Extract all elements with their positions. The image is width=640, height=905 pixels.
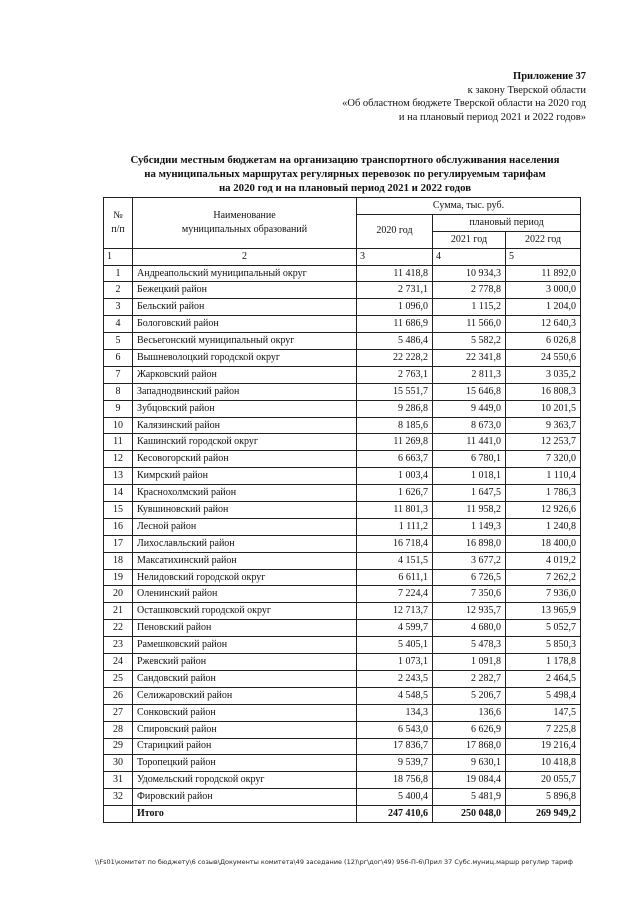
table-row xyxy=(104,721,581,738)
table-row xyxy=(104,350,581,367)
appendix-header xyxy=(342,70,586,124)
amount-2020: 6 611,1 xyxy=(357,569,433,586)
amount-2021: 3 677,2 xyxy=(433,552,506,569)
amount-2021: 2 778,8 xyxy=(433,282,506,299)
table-row xyxy=(104,586,581,603)
amount-2020: 5 486,4 xyxy=(357,333,433,350)
amount-2022: 10 201,5 xyxy=(506,400,581,417)
row-number: 18 xyxy=(104,552,133,569)
amount-2021: 4 680,0 xyxy=(433,620,506,637)
row-number: 17 xyxy=(104,535,133,552)
table-row xyxy=(104,485,581,502)
table-row xyxy=(104,299,581,316)
table-row xyxy=(104,400,581,417)
amount-2020: 4 599,7 xyxy=(357,620,433,637)
amount-2021: 16 898,0 xyxy=(433,535,506,552)
amount-2022: 5 896,8 xyxy=(506,789,581,806)
amount-2021: 11 566,0 xyxy=(433,316,506,333)
total-2022: 269 949,2 xyxy=(506,806,581,823)
municipality-name: Максатихинский район xyxy=(133,552,357,569)
amount-2020: 22 228,2 xyxy=(357,350,433,367)
table-row xyxy=(104,620,581,637)
row-number: 28 xyxy=(104,721,133,738)
row-number: 5 xyxy=(104,333,133,350)
amount-2021: 22 341,8 xyxy=(433,350,506,367)
amount-2021: 1 091,8 xyxy=(433,654,506,671)
municipality-name: Оленинский район xyxy=(133,586,357,603)
amount-2021: 19 084,4 xyxy=(433,772,506,789)
row-number: 23 xyxy=(104,637,133,654)
total-2020: 247 410,6 xyxy=(357,806,433,823)
municipality-name: Спировский район xyxy=(133,721,357,738)
amount-2022: 1 204,0 xyxy=(506,299,581,316)
amount-2022: 19 216,4 xyxy=(506,738,581,755)
file-path-footer: \\Fs01\комитет по бюджету\6 созыв\Документы комитета\49 заседание (12)\рг\дог\49) 956-П-6\Прил 37 Субс.муниц.маршр регулир тариф xyxy=(95,858,573,866)
amount-2022: 3 035,2 xyxy=(506,366,581,383)
municipality-name: Бежецкий район xyxy=(133,282,357,299)
municipality-name: Кашинский городской округ xyxy=(133,434,357,451)
municipality-name: Бельский район xyxy=(133,299,357,316)
table-row xyxy=(104,603,581,620)
municipality-name: Селижаровский район xyxy=(133,687,357,704)
column-number: 4 xyxy=(433,248,506,265)
amount-2022: 20 055,7 xyxy=(506,772,581,789)
amount-2020: 15 551,7 xyxy=(357,383,433,400)
row-number: 24 xyxy=(104,654,133,671)
row-number: 22 xyxy=(104,620,133,637)
amount-2020: 11 418,8 xyxy=(357,265,433,282)
amount-2022: 1 178,8 xyxy=(506,654,581,671)
amount-2020: 7 224,4 xyxy=(357,586,433,603)
amount-2022: 7 320,0 xyxy=(506,451,581,468)
amount-2022: 12 640,3 xyxy=(506,316,581,333)
table-row xyxy=(104,687,581,704)
amount-2020: 1 003,4 xyxy=(357,468,433,485)
row-number: 2 xyxy=(104,282,133,299)
row-number: 32 xyxy=(104,789,133,806)
table-row xyxy=(104,552,581,569)
amount-2021: 2 282,7 xyxy=(433,670,506,687)
table-row xyxy=(104,789,581,806)
row-number: 7 xyxy=(104,366,133,383)
municipality-name: Старицкий район xyxy=(133,738,357,755)
municipality-name: Кесовогорский район xyxy=(133,451,357,468)
column-number: 5 xyxy=(506,248,581,265)
amount-2020: 5 405,1 xyxy=(357,637,433,654)
table-row xyxy=(104,670,581,687)
municipality-name: Пеновский район xyxy=(133,620,357,637)
amount-2020: 2 731,1 xyxy=(357,282,433,299)
amount-2021: 17 868,0 xyxy=(433,738,506,755)
amount-2020: 9 539,7 xyxy=(357,755,433,772)
amount-2020: 18 756,8 xyxy=(357,772,433,789)
amount-2020: 6 543,0 xyxy=(357,721,433,738)
col-header-plan-period: плановый период xyxy=(433,214,581,231)
municipality-name: Фировский район xyxy=(133,789,357,806)
amount-2022: 3 000,0 xyxy=(506,282,581,299)
municipality-name: Андреапольский муниципальный округ xyxy=(133,265,357,282)
column-number-row xyxy=(104,248,581,265)
table-row xyxy=(104,569,581,586)
amount-2022: 5 498,4 xyxy=(506,687,581,704)
column-number: 1 xyxy=(104,248,133,265)
amount-2021: 12 935,7 xyxy=(433,603,506,620)
col-header-2020: 2020 год xyxy=(357,214,433,248)
amount-2021: 1 115,2 xyxy=(433,299,506,316)
municipality-name: Бологовский район xyxy=(133,316,357,333)
amount-2020: 6 663,7 xyxy=(357,451,433,468)
amount-2020: 4 548,5 xyxy=(357,687,433,704)
amount-2021: 5 206,7 xyxy=(433,687,506,704)
amount-2020: 5 400,4 xyxy=(357,789,433,806)
table-row xyxy=(104,468,581,485)
column-number: 3 xyxy=(357,248,433,265)
total-row xyxy=(104,806,581,823)
municipality-name: Кимрский район xyxy=(133,468,357,485)
amount-2021: 9 630,1 xyxy=(433,755,506,772)
col-header-number: № п/п xyxy=(104,198,133,249)
amount-2020: 11 801,3 xyxy=(357,502,433,519)
amount-2021: 6 726,5 xyxy=(433,569,506,586)
amount-2020: 12 713,7 xyxy=(357,603,433,620)
table-row xyxy=(104,755,581,772)
amount-2020: 1 096,0 xyxy=(357,299,433,316)
table-row xyxy=(104,654,581,671)
amount-2021: 1 647,5 xyxy=(433,485,506,502)
row-number: 4 xyxy=(104,316,133,333)
municipality-name: Вышневолоцкий городской округ xyxy=(133,350,357,367)
row-number: 1 xyxy=(104,265,133,282)
amount-2020: 2 763,1 xyxy=(357,366,433,383)
row-number: 14 xyxy=(104,485,133,502)
amount-2022: 9 363,7 xyxy=(506,417,581,434)
row-number: 20 xyxy=(104,586,133,603)
amount-2022: 6 026,8 xyxy=(506,333,581,350)
amount-2022: 12 253,7 xyxy=(506,434,581,451)
row-number: 26 xyxy=(104,687,133,704)
table-row xyxy=(104,383,581,400)
amount-2022: 7 225,8 xyxy=(506,721,581,738)
amount-2022: 7 262,2 xyxy=(506,569,581,586)
table-row xyxy=(104,265,581,282)
col-header-sum: Сумма, тыс. руб. xyxy=(357,198,581,215)
appendix-law-name-line2: и на плановый период 2021 и 2022 годов» xyxy=(398,111,586,123)
amount-2021: 11 441,0 xyxy=(433,434,506,451)
appendix-law-name-line1: «Об областном бюджете Тверской области на 2020 год xyxy=(342,98,586,109)
amount-2022: 12 926,6 xyxy=(506,502,581,519)
table-row xyxy=(104,451,581,468)
amount-2021: 6 780,1 xyxy=(433,451,506,468)
table-row xyxy=(104,366,581,383)
row-number: 10 xyxy=(104,417,133,434)
amount-2021: 7 350,6 xyxy=(433,586,506,603)
amount-2021: 9 449,0 xyxy=(433,400,506,417)
table-row xyxy=(104,772,581,789)
municipality-name: Жарковский район xyxy=(133,366,357,383)
amount-2022: 4 019,2 xyxy=(506,552,581,569)
table-row xyxy=(104,282,581,299)
col-header-2022: 2022 год xyxy=(506,231,581,248)
amount-2020: 16 718,4 xyxy=(357,535,433,552)
amount-2021: 8 673,0 xyxy=(433,417,506,434)
municipality-name: Краснохолмский район xyxy=(133,485,357,502)
row-number: 6 xyxy=(104,350,133,367)
amount-2021: 11 958,2 xyxy=(433,502,506,519)
amount-2022: 2 464,5 xyxy=(506,670,581,687)
amount-2022: 1 110,4 xyxy=(506,468,581,485)
row-number: 19 xyxy=(104,569,133,586)
municipality-name: Западнодвинский район xyxy=(133,383,357,400)
amount-2021: 5 582,2 xyxy=(433,333,506,350)
document-title-line2: на муниципальных маршрутах регулярных перевозок по регулируемым тарифам xyxy=(144,168,546,180)
table-row xyxy=(104,333,581,350)
col-header-2021: 2021 год xyxy=(433,231,506,248)
municipality-name: Ржевский район xyxy=(133,654,357,671)
amount-2022: 13 965,9 xyxy=(506,603,581,620)
municipality-name: Сандовский район xyxy=(133,670,357,687)
row-number: 13 xyxy=(104,468,133,485)
row-number: 3 xyxy=(104,299,133,316)
amount-2021: 136,6 xyxy=(433,704,506,721)
amount-2022: 5 052,7 xyxy=(506,620,581,637)
row-number: 21 xyxy=(104,603,133,620)
total-number xyxy=(104,806,133,823)
amount-2020: 1 073,1 xyxy=(357,654,433,671)
amount-2022: 11 892,0 xyxy=(506,265,581,282)
municipality-name: Удомельский городской округ xyxy=(133,772,357,789)
amount-2021: 1 149,3 xyxy=(433,518,506,535)
amount-2022: 7 936,0 xyxy=(506,586,581,603)
municipality-name: Торопецкий район xyxy=(133,755,357,772)
table-row xyxy=(104,738,581,755)
row-number: 30 xyxy=(104,755,133,772)
amount-2021: 10 934,3 xyxy=(433,265,506,282)
row-number: 9 xyxy=(104,400,133,417)
table-row xyxy=(104,417,581,434)
amount-2021: 6 626,9 xyxy=(433,721,506,738)
amount-2020: 1 626,7 xyxy=(357,485,433,502)
table-row xyxy=(104,535,581,552)
total-label: Итого xyxy=(133,806,357,823)
row-number: 29 xyxy=(104,738,133,755)
municipality-name: Осташковский городской округ xyxy=(133,603,357,620)
municipality-name: Зубцовский район xyxy=(133,400,357,417)
amount-2020: 4 151,5 xyxy=(357,552,433,569)
table-row xyxy=(104,637,581,654)
amount-2021: 5 478,3 xyxy=(433,637,506,654)
subsidies-table xyxy=(103,197,581,823)
amount-2021: 15 646,8 xyxy=(433,383,506,400)
table-row xyxy=(104,316,581,333)
municipality-name: Сонковский район xyxy=(133,704,357,721)
appendix-law-line: к закону Тверской области xyxy=(467,84,586,96)
row-number: 16 xyxy=(104,518,133,535)
appendix-title: Приложение 37 xyxy=(513,71,586,82)
amount-2020: 134,3 xyxy=(357,704,433,721)
table-row xyxy=(104,434,581,451)
amount-2020: 2 243,5 xyxy=(357,670,433,687)
amount-2020: 8 185,6 xyxy=(357,417,433,434)
row-number: 27 xyxy=(104,704,133,721)
table-row xyxy=(104,502,581,519)
row-number: 12 xyxy=(104,451,133,468)
table-row xyxy=(104,704,581,721)
amount-2022: 16 808,3 xyxy=(506,383,581,400)
amount-2020: 9 286,8 xyxy=(357,400,433,417)
amount-2022: 1 240,8 xyxy=(506,518,581,535)
municipality-name: Рамешковский район xyxy=(133,637,357,654)
municipality-name: Лесной район xyxy=(133,518,357,535)
row-number: 31 xyxy=(104,772,133,789)
document-title xyxy=(110,153,580,195)
amount-2022: 24 550,6 xyxy=(506,350,581,367)
document-title-line1: Субсидии местным бюджетам на организацию транспортного обслуживания населения xyxy=(130,154,560,166)
row-number: 11 xyxy=(104,434,133,451)
document-title-line3: на 2020 год и на плановый период 2021 и 2022 годов xyxy=(218,182,472,194)
municipality-name: Калязинский район xyxy=(133,417,357,434)
row-number: 8 xyxy=(104,383,133,400)
amount-2021: 5 481,9 xyxy=(433,789,506,806)
municipality-name: Весьегонский муниципальный округ xyxy=(133,333,357,350)
municipality-name: Нелидовский городской округ xyxy=(133,569,357,586)
amount-2021: 1 018,1 xyxy=(433,468,506,485)
amount-2020: 11 686,9 xyxy=(357,316,433,333)
municipality-name: Лихославльский район xyxy=(133,535,357,552)
amount-2022: 147,5 xyxy=(506,704,581,721)
amount-2020: 11 269,8 xyxy=(357,434,433,451)
amount-2022: 5 850,3 xyxy=(506,637,581,654)
amount-2020: 1 111,2 xyxy=(357,518,433,535)
table-row xyxy=(104,518,581,535)
municipality-name: Кувшиновский район xyxy=(133,502,357,519)
row-number: 15 xyxy=(104,502,133,519)
amount-2020: 17 836,7 xyxy=(357,738,433,755)
amount-2022: 10 418,8 xyxy=(506,755,581,772)
amount-2022: 1 786,3 xyxy=(506,485,581,502)
total-2021: 250 048,0 xyxy=(433,806,506,823)
column-number: 2 xyxy=(133,248,357,265)
row-number: 25 xyxy=(104,670,133,687)
col-header-name: Наименование муниципальных образований xyxy=(133,198,357,249)
amount-2022: 18 400,0 xyxy=(506,535,581,552)
amount-2021: 2 811,3 xyxy=(433,366,506,383)
